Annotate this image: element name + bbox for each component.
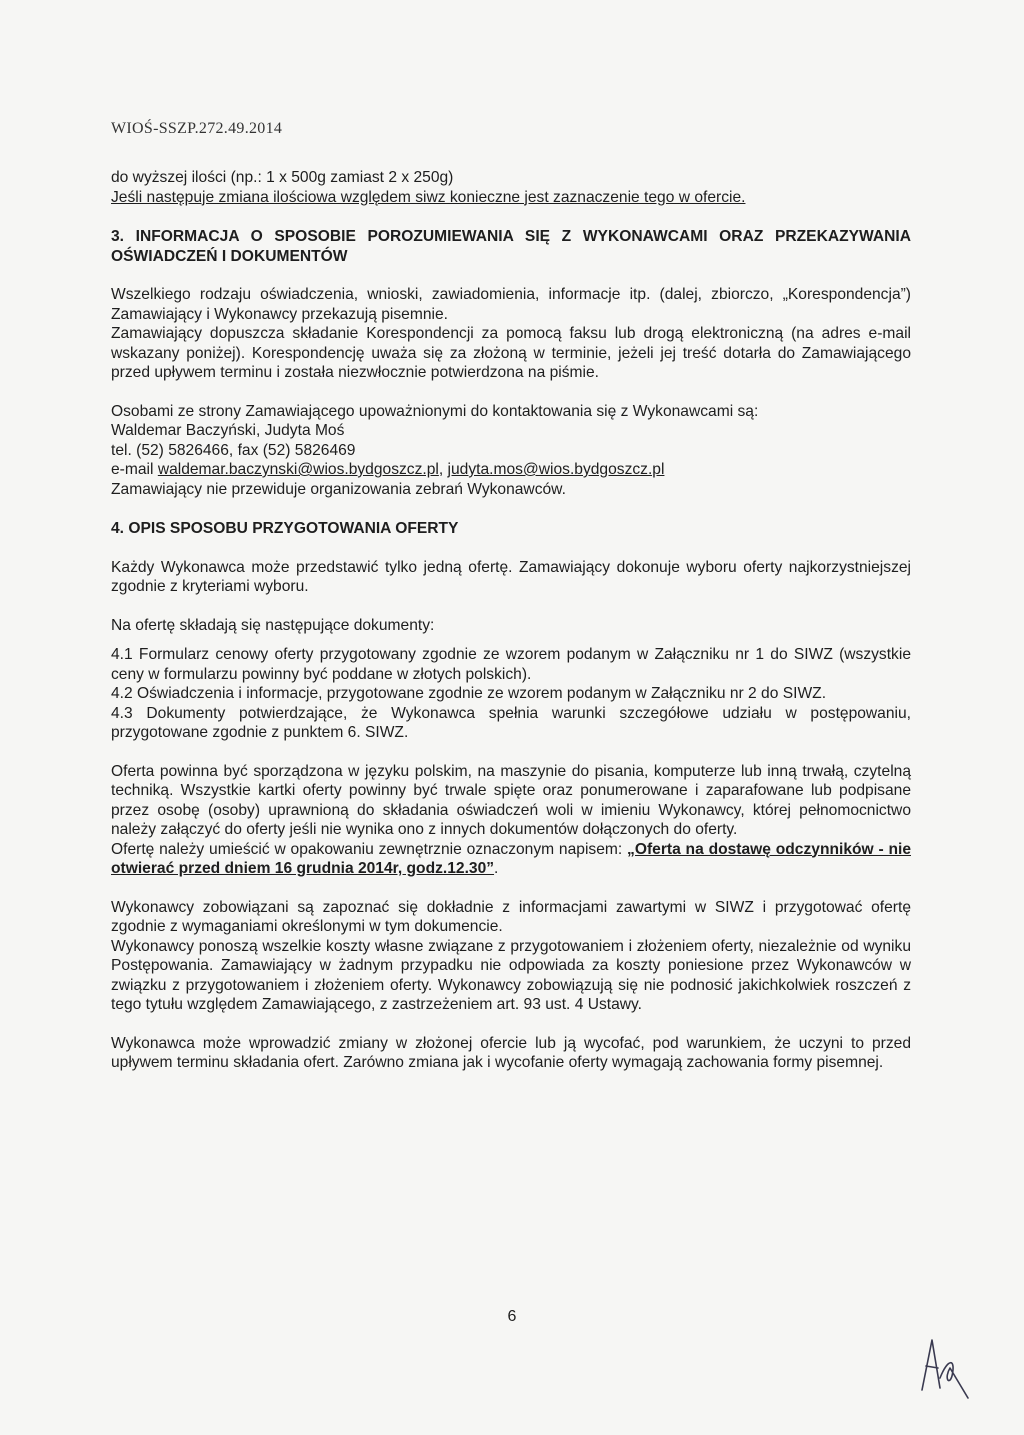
documents-intro: Na ofertę składają się następujące dokumenty: (111, 616, 435, 634)
contacts-names: Waldemar Baczyński, Judyta Moś (111, 422, 345, 439)
page-number: 6 (507, 1308, 517, 1325)
email-link-2[interactable]: judyta.mos@wios.bydgoszcz.pl (447, 461, 665, 478)
document-item-4-2: 4.2 Oświadczenia i informacje, przygotowane zgodnie ze wzorem podanym w Załączniku nr 2 do SIWZ. (111, 685, 827, 702)
changes-paragraph: Wykonawca może wprowadzić zmiany w złożonej ofercie lub ją wycofać, pod warunkiem, że uczyni to przed upływem terminu składania ofert. Zarówno zmiana jak i wycofanie oferty wymagają zachowania formy pisemnej. (111, 1034, 911, 1071)
section-3-heading: 3. INFORMACJA O SPOSOBIE POROZUMIEWANIA SIĘ Z WYKONAWCAMI ORAZ PRZEKAZYWANIA OŚWIADCZEŃ I DOKUMENTÓW (111, 228, 911, 265)
envelope-label: „Oferta na dostawę odczynników - nie otwierać przed dniem 16 grudnia 2014r, godz.12.30” (111, 840, 911, 877)
intro-line: do wyższej ilości (np.: 1 x 500g zamiast 2 x 250g) (111, 169, 454, 186)
handwritten-initials (918, 1328, 974, 1400)
contacts-intro: Osobami ze strony Zamawiającego upoważnionymi do kontaktowania się z Wykonawcami są: (111, 402, 759, 420)
no-meetings-note: Zamawiający nie przewiduje organizowania zebrań Wykonawców. (111, 480, 566, 498)
document-item-4-3: 4.3 Dokumenty potwierdzające, że Wykonawca spełnia warunki szczegółowe udziału w postępowaniu, przygotowane zgodnie z punktem 6. SIWZ. (111, 704, 911, 741)
document-reference: WIOŚ-SSZP.272.49.2014 (111, 120, 283, 137)
document-item-4-1: 4.1 Formularz cenowy oferty przygotowany zgodnie ze wzorem podanym w Załączniku nr 1 do SIWZ (wszystkie ceny w formularzu powinny być poddane w złotych polskich). (111, 646, 911, 683)
obligations-paragraph-1: Wykonawcy zobowiązani są zapoznać się dokładnie z informacjami zawartymi w SIWZ i przygotować ofertę zgodnie z wymaganiami określonymi w tym dokumencie. (111, 898, 911, 935)
envelope-text: Ofertę należy umieścić w opakowaniu zewnętrznie oznaczonym napisem: (111, 840, 623, 858)
obligations-paragraph-2: Wykonawcy ponoszą wszelkie koszty własne związane z przygotowaniem i złożeniem oferty, niezależnie od wyniku Postępowania. Zamawiający w żadnym przypadku nie odpowiada za koszty poniesione przez Wykonawców w związku z przygotowaniem i złożeniem oferty. Wykonawcy zobowiązują się nie podnosić jakichkolwiek roszczeń z tego tytułu względem Zamawiającego, z zastrzeżeniem art. 93 ust. 4 Ustawy. (111, 937, 911, 1013)
envelope-paragraph (111, 840, 911, 879)
envelope-end: . (494, 860, 499, 877)
section-4-paragraph-1: Każdy Wykonawca może przedstawić tylko jedną ofertę. Zamawiający dokonuje wyboru oferty najkorzystniejszej zgodnie z kryteriami wyboru. (111, 558, 911, 595)
intro-note: Jeśli następuje zmiana ilościowa względem siwz konieczne jest zaznaczenie tego w ofercie. (111, 188, 746, 206)
contacts-email-line: e-mail waldemar.baczynski@wios.bydgoszcz.pl, judyta.mos@wios.bydgoszcz.pl (111, 461, 665, 478)
section-3-paragraph-2: Zamawiający dopuszcza składanie Korespondencji za pomocą faksu lub drogą elektroniczną (na adres e-mail wskazany poniżej). Korespondencję uważa się za złożoną w terminie, jeżeli jej treść dotarła do Zamawiającego przed upływem terminu i została niezwłocznie potwierdzona na piśmie. (111, 325, 911, 381)
section-4-heading: 4. OPIS SPOSOBU PRZYGOTOWANIA OFERTY (111, 520, 459, 537)
email-label: e-mail (111, 461, 154, 478)
document-body (111, 168, 911, 1073)
section-3-paragraph-1: Wszelkiego rodzaju oświadczenia, wnioski, zawiadomienia, informacje itp. (dalej, zbiorczo, „Korespondencja”) Zamawiający i Wykonawcy przekazują pisemnie. (111, 286, 911, 323)
email-link-1[interactable]: waldemar.baczynski@wios.bydgoszcz.pl (157, 461, 439, 478)
offer-form-paragraph: Oferta powinna być sporządzona w języku polskim, na maszynie do pisania, komputerze lub inną trwałą, czytelną techniką. Wszystkie kartki oferty powinny być trwale spięte oraz ponumerowane i zaparafowane lub podpisane przez osobę (osoby) uprawnioną do składania oświadczeń woli w imieniu Wykonawcy, której pełnomocnictwo należy załączyć do oferty jeśli nie wynika ono z innych dokumentów dołączonych do oferty. (111, 762, 911, 838)
contacts-phone: tel. (52) 5826466, fax (52) 5826469 (111, 441, 356, 459)
